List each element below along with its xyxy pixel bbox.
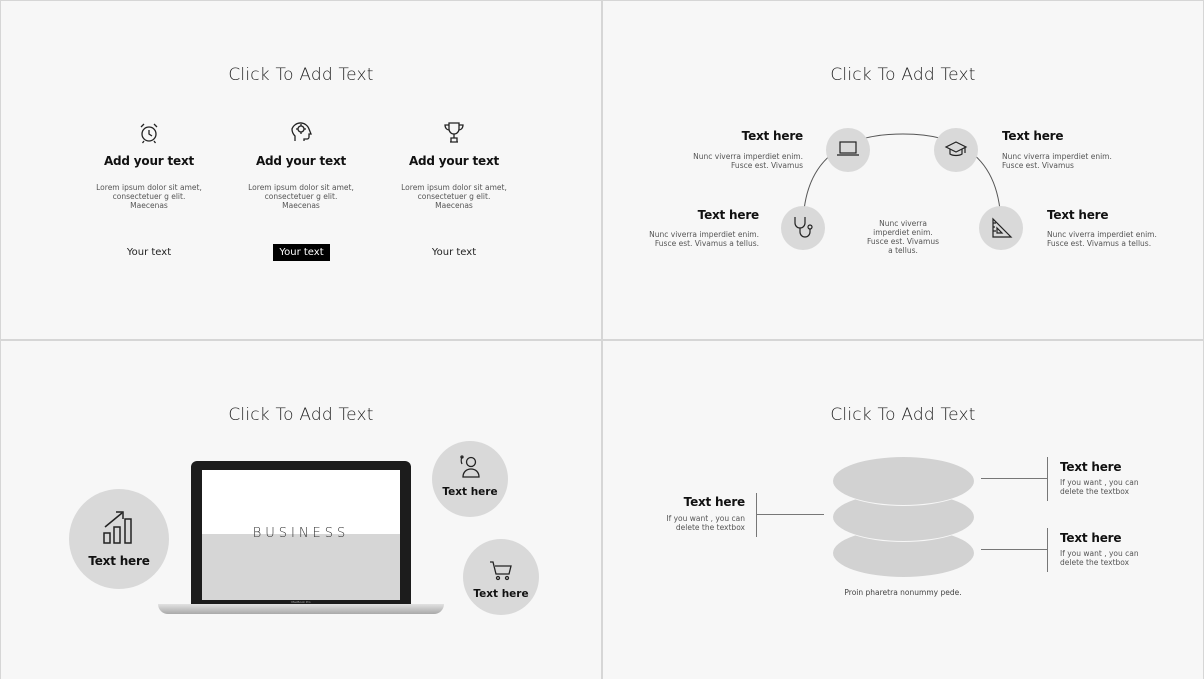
- right-top-body: If you want , you can delete the textbox: [1060, 478, 1139, 496]
- slide-3-title[interactable]: Click To Add Text: [228, 405, 374, 425]
- alarm-clock-icon: [137, 121, 161, 145]
- left-heading: Text here: [683, 495, 745, 509]
- slide-3[interactable]: [1, 341, 601, 679]
- column-heading: Add your text: [408, 154, 500, 168]
- item-heading: Text here: [741, 129, 803, 143]
- laptop-label: MacBook Pro: [291, 600, 311, 604]
- stethoscope-icon: [792, 216, 814, 244]
- your-text-button-active[interactable]: Your text: [273, 244, 330, 261]
- laptop-screen-top: [202, 470, 400, 534]
- column-body: Lorem ipsum dolor sit amet, consectetuer g elit. Maecenas: [401, 183, 507, 210]
- laptop-screen-bottom: [202, 534, 400, 600]
- column-heading: Add your text: [103, 154, 195, 168]
- shopping-cart-icon: [489, 561, 513, 585]
- slide-2[interactable]: [603, 1, 1203, 339]
- right-top-heading: Text here: [1060, 460, 1122, 474]
- slide-1[interactable]: [1, 1, 601, 339]
- trophy-icon: [442, 120, 466, 144]
- item-body: Nunc viverra imperdiet enim. Fusce est. Vivamus a tellus.: [1047, 230, 1157, 248]
- right-bottom-bracket: [1047, 528, 1048, 572]
- graduation-cap-icon: [945, 139, 967, 163]
- slide-4[interactable]: [603, 341, 1203, 679]
- slide-4-title[interactable]: Click To Add Text: [830, 405, 976, 425]
- your-text-button[interactable]: Your text: [431, 247, 477, 258]
- item-heading: Text here: [1047, 208, 1109, 222]
- column-body: Lorem ipsum dolor sit amet, consectetuer g elit. Maecenas: [248, 183, 354, 210]
- item-heading: Text here: [697, 208, 759, 222]
- right-top-bracket: [1047, 457, 1048, 501]
- screen-text: BUSINESS: [252, 526, 350, 541]
- left-connector: [756, 514, 824, 515]
- left-bracket: [756, 493, 757, 537]
- support-agent-icon: [460, 454, 480, 482]
- cart-label: Text here: [473, 588, 529, 600]
- left-body: If you want , you can delete the textbox: [666, 514, 745, 532]
- item-body: Nunc viverra imperdiet enim. Fusce est. Vivamus: [693, 152, 803, 170]
- your-text-button[interactable]: Your text: [126, 247, 172, 258]
- right-bottom-body: If you want , you can delete the textbox: [1060, 549, 1139, 567]
- triangle-ruler-icon: [991, 217, 1011, 243]
- slide-1-title[interactable]: Click To Add Text: [228, 65, 374, 85]
- right-bottom-connector: [981, 549, 1047, 550]
- caption: Proin pharetra nonummy pede.: [844, 588, 962, 597]
- arc-connector: [603, 1, 1203, 339]
- right-bottom-heading: Text here: [1060, 531, 1122, 545]
- item-body: Nunc viverra imperdiet enim. Fusce est. Vivamus a tellus.: [649, 230, 759, 248]
- bar-chart-growth-icon: [102, 509, 136, 549]
- column-body: Lorem ipsum dolor sit amet, consectetuer g elit. Maecenas: [96, 183, 202, 210]
- layer-top: [832, 456, 975, 506]
- right-top-connector: [981, 478, 1047, 479]
- center-text: Nunc viverra imperdiet enim. Fusce est. Vivamus a tellus.: [867, 219, 939, 255]
- growth-label: Text here: [88, 554, 150, 568]
- slide-2-title[interactable]: Click To Add Text: [830, 65, 976, 85]
- item-body: Nunc viverra imperdiet enim. Fusce est. Vivamus: [1002, 152, 1112, 170]
- support-label: Text here: [442, 486, 498, 498]
- laptop-base: [158, 604, 444, 614]
- laptop-icon: [837, 140, 859, 162]
- item-heading: Text here: [1002, 129, 1064, 143]
- column-heading: Add your text: [255, 154, 347, 168]
- head-profile-icon: [289, 119, 313, 145]
